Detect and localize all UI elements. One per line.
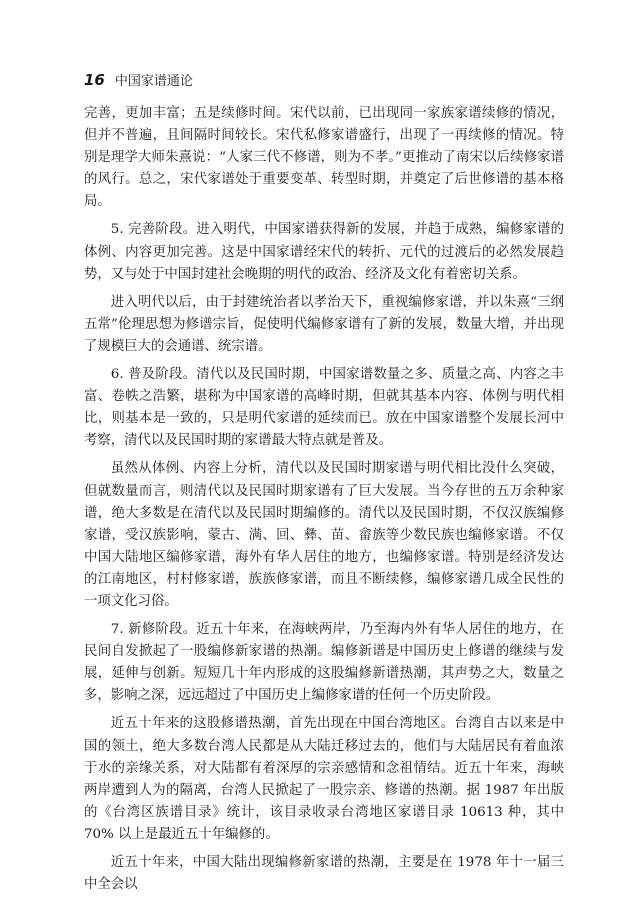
- page-number: 16: [84, 71, 105, 89]
- body-text: [84, 103, 564, 902]
- paragraph: 7. 新修阶段。近五十年来，在海峡两岸，乃至海内外有华人居住的地方，在民间自发掀起了一股编修新家谱的热潮。编修新谱是中国历史上修谱的继续与发展，延伸与创新。短短几十年内形成的这股编修新谱热潮，其声势之大，数量之多，影响之深，远远超过了中国历史上编修家谱的任何一个历史阶段。: [84, 622, 564, 704]
- paragraph: 近五十年来，中国大陆出现编修新家谱的热潮，主要是在 1978 年十一届三中全会以: [84, 855, 564, 893]
- paragraph: 进入明代以后，由于封建统治者以孝治天下，重视编修家谱，并以朱熹“三纲五常”伦理思想为修谱宗旨，促使明代编修家谱有了新的发展，数量大增，并出现了规模巨大的会通谱、统宗谱。: [84, 294, 564, 354]
- paragraph: 完善，更加丰富；五是续修时间。宋代以前，已出现同一家族家谱续修的情况，但并不普遍，且间隔时间较长。宋代私修家谱盛行，出现了一再续修的情况。特别是理学大师朱熹说：“人家三代不修谱，则为不孝。”更推动了南宋以后续修家谱的风行。总之，宋代家谱处于重要变革、转型时期，并奠定了后世修谱的基本格局。: [84, 106, 564, 210]
- paragraph: 5. 完善阶段。进入明代，中国家谱获得新的发展，并趋于成熟，编修家谱的体例、内容更加完善。这是中国家谱经宋代的转折、元代的过渡后的必然发展趋势，又与处于中国封建社会晚期的明代的政治、经济及文化有着密切关系。: [84, 222, 564, 282]
- paragraph: 近五十年来的这股修谱热潮，首先出现在中国台湾地区。台湾自古以来是中国的领土，绝大多数台湾人民都是从大陆迁移过去的，他们与大陆居民有着血浓于水的亲缘关系，对大陆都有着深厚的宗亲感情和念祖情结。近五十年来，海峡两岸遭到人为的隔离，台湾人民掀起了一股宗亲、修谱的热潮。据 1987 年出版的《台湾区族谱目录》统计，该目录收录台湾地区家谱目录 10613 种，其中 70% 以上是最近五十年编修的。: [84, 716, 564, 842]
- paragraph: 虽然从体例、内容上分析，清代以及民国时期家谱与明代相比没什么突破，但就数量而言，则清代以及民国时期家谱有了巨大发展。当今存世的五万余种家谱，绝大多数是在清代以及民国时期编修的。清代以及民国时期，不仅汉族编修家谱，受汉族影响，蒙古、满、回、彝、苗、畲族等少数民族也编修家谱。不仅中国大陆地区编修家谱，海外有华人居住的地方，也编修家谱。特别是经济发达的江南地区，村村修家谱，族族修家谱，而且不断续修，编修家谱几成全民性的一项文化习俗。: [84, 461, 564, 609]
- paragraph: 6. 普及阶段。清代以及民国时期，中国家谱数量之多、质量之高、内容之丰富、卷帙之浩繁，堪称为中国家谱的高峰时期，但就其基本内容、体例与明代相比，则基本是一致的，只是明代家谱的延续而已。放在中国家谱整个发展长河中考察，清代以及民国时期的家谱最大特点就是普及。: [84, 367, 564, 449]
- page-header: [84, 70, 193, 89]
- running-title: 中国家谱通论: [114, 74, 193, 89]
